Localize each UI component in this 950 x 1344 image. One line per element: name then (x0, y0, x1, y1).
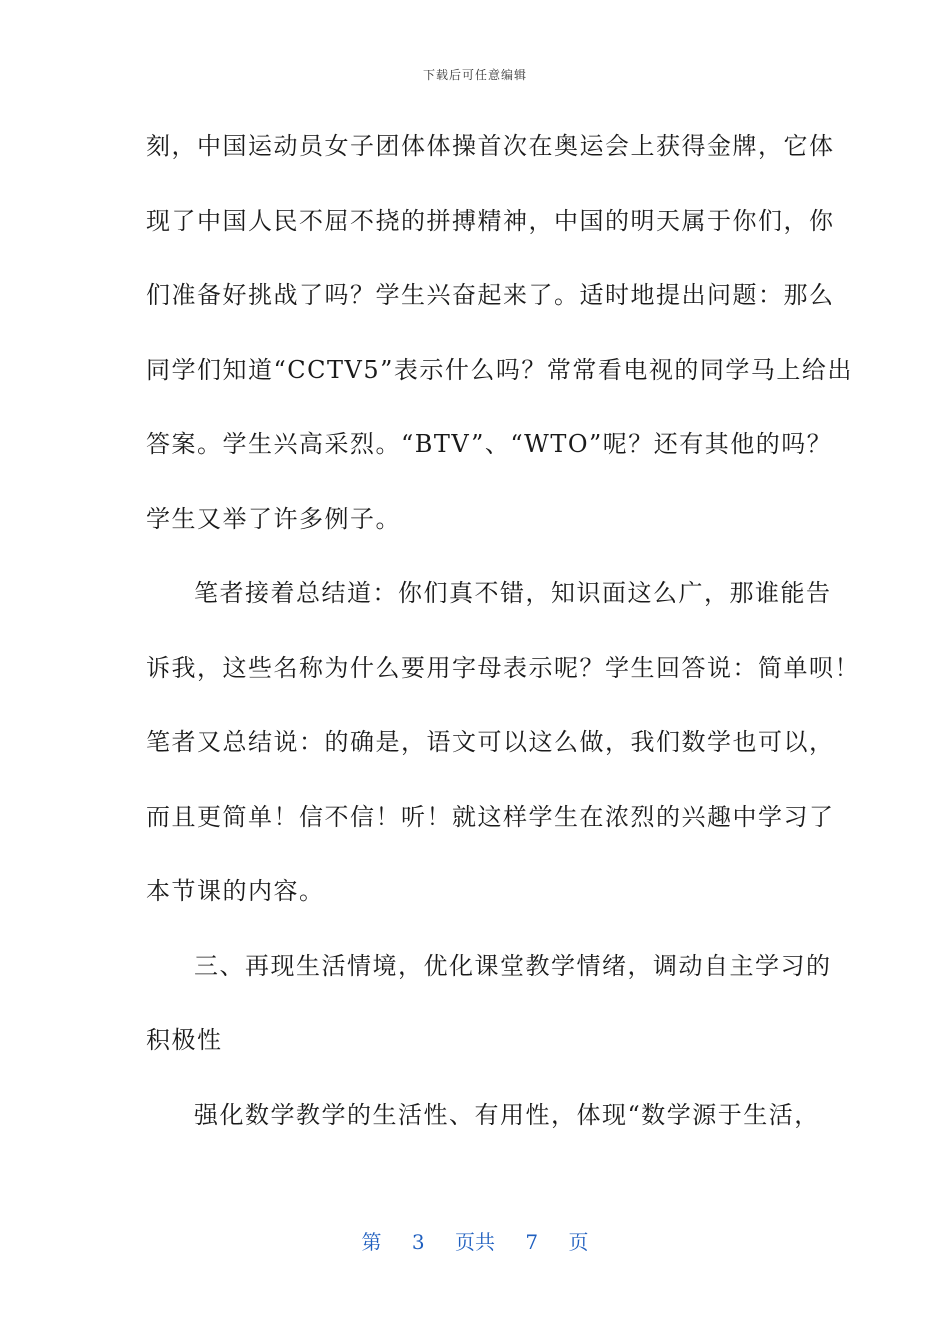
page-header: 下载后可任意编辑 (422, 68, 527, 82)
section-heading-line: 积极性 (146, 1026, 223, 1054)
text-line: 现了中国人民不屈不挠的拼搏精神，中国的明天属于你们，你 (146, 206, 835, 235)
paragraph-start-line: 强化数学教学的生活性、有用性，体现“数学源于生活， (194, 1100, 820, 1129)
text-line: 诉我，这些名称为什么要用字母表示呢？学生回答说：简单呗！ (146, 653, 860, 682)
document-body (146, 120, 860, 1163)
text-line: 本节课的内容。 (146, 877, 325, 905)
text-line: 们准备好挑战了吗？学生兴奋起来了。适时地提出问题：那么 (146, 281, 835, 309)
text-line: 学生又举了许多例子。 (146, 504, 401, 533)
text-line: 笔者又总结说：的确是，语文可以这么做，我们数学也可以， (146, 728, 835, 756)
text-line: 同学们知道“CCTV5”表示什么吗？常常看电视的同学马上给出 (146, 355, 853, 384)
page-prefix: 第 (361, 1230, 382, 1254)
page-middle: 页共 (455, 1230, 495, 1254)
paragraph-start-line: 笔者接着总结道：你们真不错，知识面这么广，那谁能告 (194, 579, 832, 607)
text-line: 而且更简单！信不信！听！就这样学生在浓烈的兴趣中学习了 (146, 802, 835, 831)
page-suffix: 页 (568, 1230, 589, 1254)
page-footer (0, 1226, 950, 1255)
text-line: 刻，中国运动员女子团体体操首次在奥运会上获得金牌，它体 (146, 132, 835, 160)
section-heading-line: 三、再现生活情境，优化课堂教学情绪，调动自主学习的 (194, 951, 832, 980)
total-pages: 7 (525, 1230, 539, 1254)
text-line: 答案。学生兴高采烈。“BTV”、“WTO”呢？还有其他的吗？ (146, 430, 833, 458)
page-number: 3 (411, 1230, 425, 1254)
